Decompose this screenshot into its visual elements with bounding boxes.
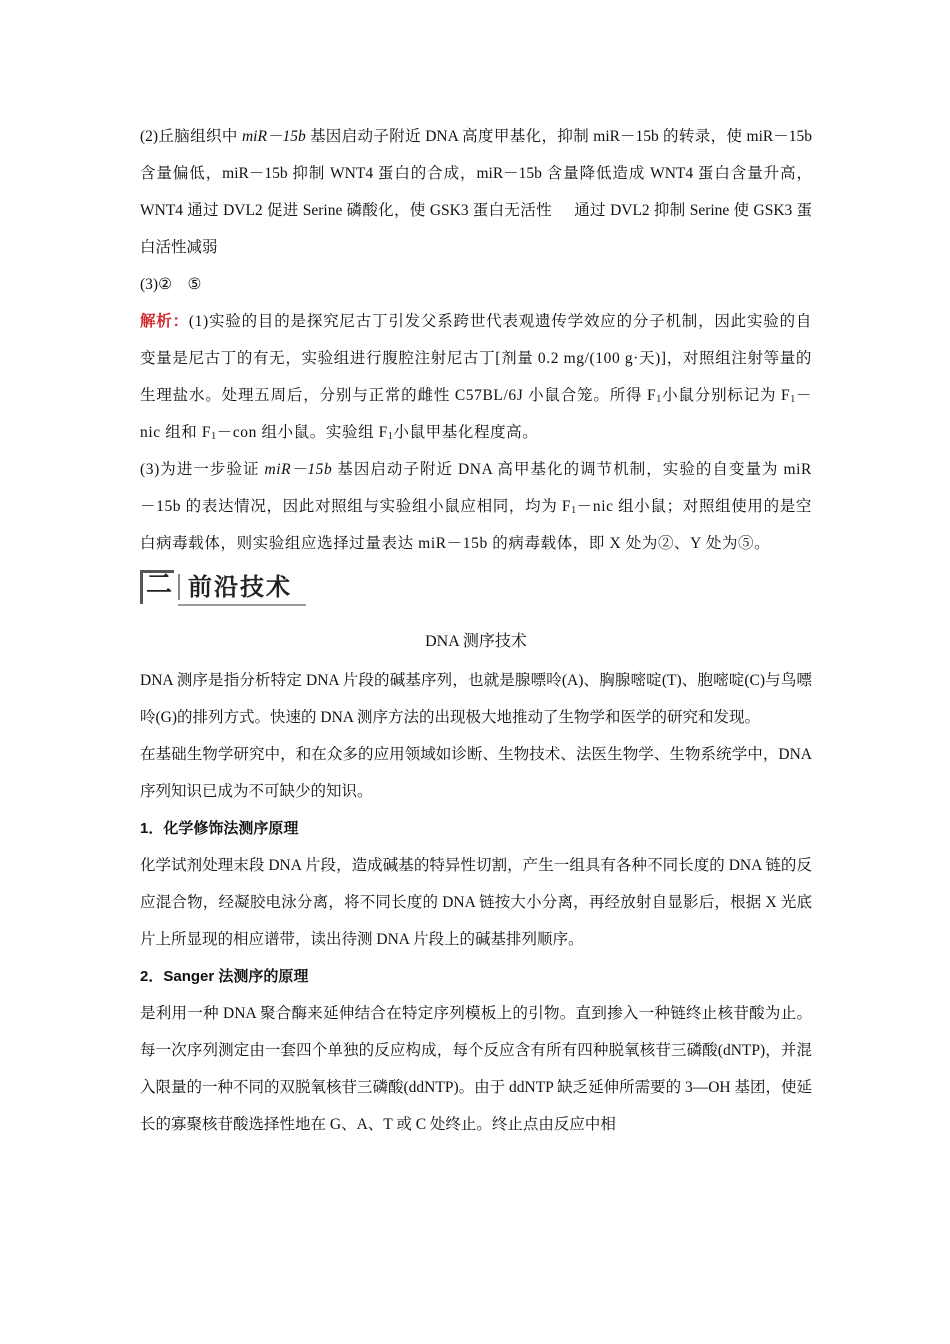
analysis-part1: 解析：(1)实验的目的是探究尼古丁引发父系跨世代表观遗传学效应的分子机制，因此实验的自变量是尼古丁的有无，实验组进行腹腔注射尼古丁[剂量 0.2 mg/(100 g·天)]，对照组注射等量的生理盐水。处理五周后，分别与正常的雌性 C57BL/6J 小鼠合笼。所得 $F_1$小鼠分别标记为 $F_1-nic$ 组和 $F_1-con$ 组小鼠。实验组 $F_1$小鼠甲基化程度高。 bbox=[140, 313, 812, 442]
article-title: DNA 测序技术 bbox=[425, 633, 527, 650]
article-paragraph: DNA 测序是指分析特定 DNA 片段的碱基序列，也就是腺嘌呤(A)、胸腺嘧啶(T)、胞嘧啶(C)与鸟嘌呤(G)的排列方式。快速的 DNA 测序方法的出现极大地推动了生物学和医学的研究和发现。 bbox=[140, 672, 812, 726]
gene-name: miR－15b bbox=[241, 128, 306, 145]
answer-part2: (2)丘脑组织中 miR－15b 基因启动子附近 DNA 高度甲基化，抑制 miR－15b 的转录，使 miR－15b 含量偏低，miR－15b 抑制 WNT4 蛋白的合成，miR－15b 含量降低造成 WNT4 蛋白含量升高，WNT4 通过 DVL2 促进 Serine 磷酸化，使 GSK3 蛋白无活性 通过 DVL2 抑制 Serine 使 GSK3 蛋白活性减弱 bbox=[140, 128, 812, 256]
article-paragraph: 是利用一种 DNA 聚合酶来延伸结合在特定序列模板上的引物。直到掺入一种链终止核苷酸为止。每一次序列测定由一套四个单独的反应构成，每个反应含有所有四种脱氧核苷三磷酸(dNTP)，并混入限量的一种不同的双脱氧核苷三磷酸(ddNTP)。由于 ddNTP 缺乏延伸所需要的 3—OH 基团，使延长的寡聚核苷酸选择性地在 G、A、T 或 C 处终止。终止点由反应中相 bbox=[140, 1005, 812, 1133]
section-number: 二 bbox=[146, 570, 173, 600]
article-paragraph: 化学试剂处理末段 DNA 片段，造成碱基的特异性切割，产生一组具有各种不同长度的 DNA 链的反应混合物，经凝胶电泳分离，将不同长度的 DNA 链按大小分离，再经放射自显影后，根据 X 光底片上所显现的相应谱带，读出待测 DNA 片段上的碱基排列顺序。 bbox=[140, 857, 812, 948]
article-subheading: 1．化学修饰法测序原理 bbox=[140, 820, 299, 837]
article-subheading: 2．Sanger 法测序的原理 bbox=[140, 968, 309, 985]
answer-part3: (3)② ⑤ bbox=[140, 276, 202, 293]
article-paragraph: 在基础生物学研究中，和在众多的应用领域如诊断、生物技术、法医生物学、生物系统学中，DNA 序列知识已成为不可缺少的知识。 bbox=[140, 746, 812, 800]
analysis-label: 解析： bbox=[140, 313, 189, 330]
analysis-part3: (3)为进一步验证 miR－15b 基因启动子附近 DNA 高甲基化的调节机制，实验的自变量为 miR－15b 的表达情况，因此对照组与实验组小鼠应相同，均为 $F_1-nic$ 组小鼠；对照组使用的是空白病毒载体，则实验组应选择过量表达 miR－15b 的病毒载体，即 X 处为②、Y 处为⑤。 bbox=[140, 461, 813, 552]
section-title: 前沿技术 bbox=[188, 573, 292, 601]
gene-name: miR－15b bbox=[264, 461, 333, 478]
section-underline bbox=[178, 604, 306, 606]
section-heading bbox=[140, 566, 812, 614]
document-page bbox=[140, 118, 812, 1143]
section-divider bbox=[178, 574, 180, 600]
